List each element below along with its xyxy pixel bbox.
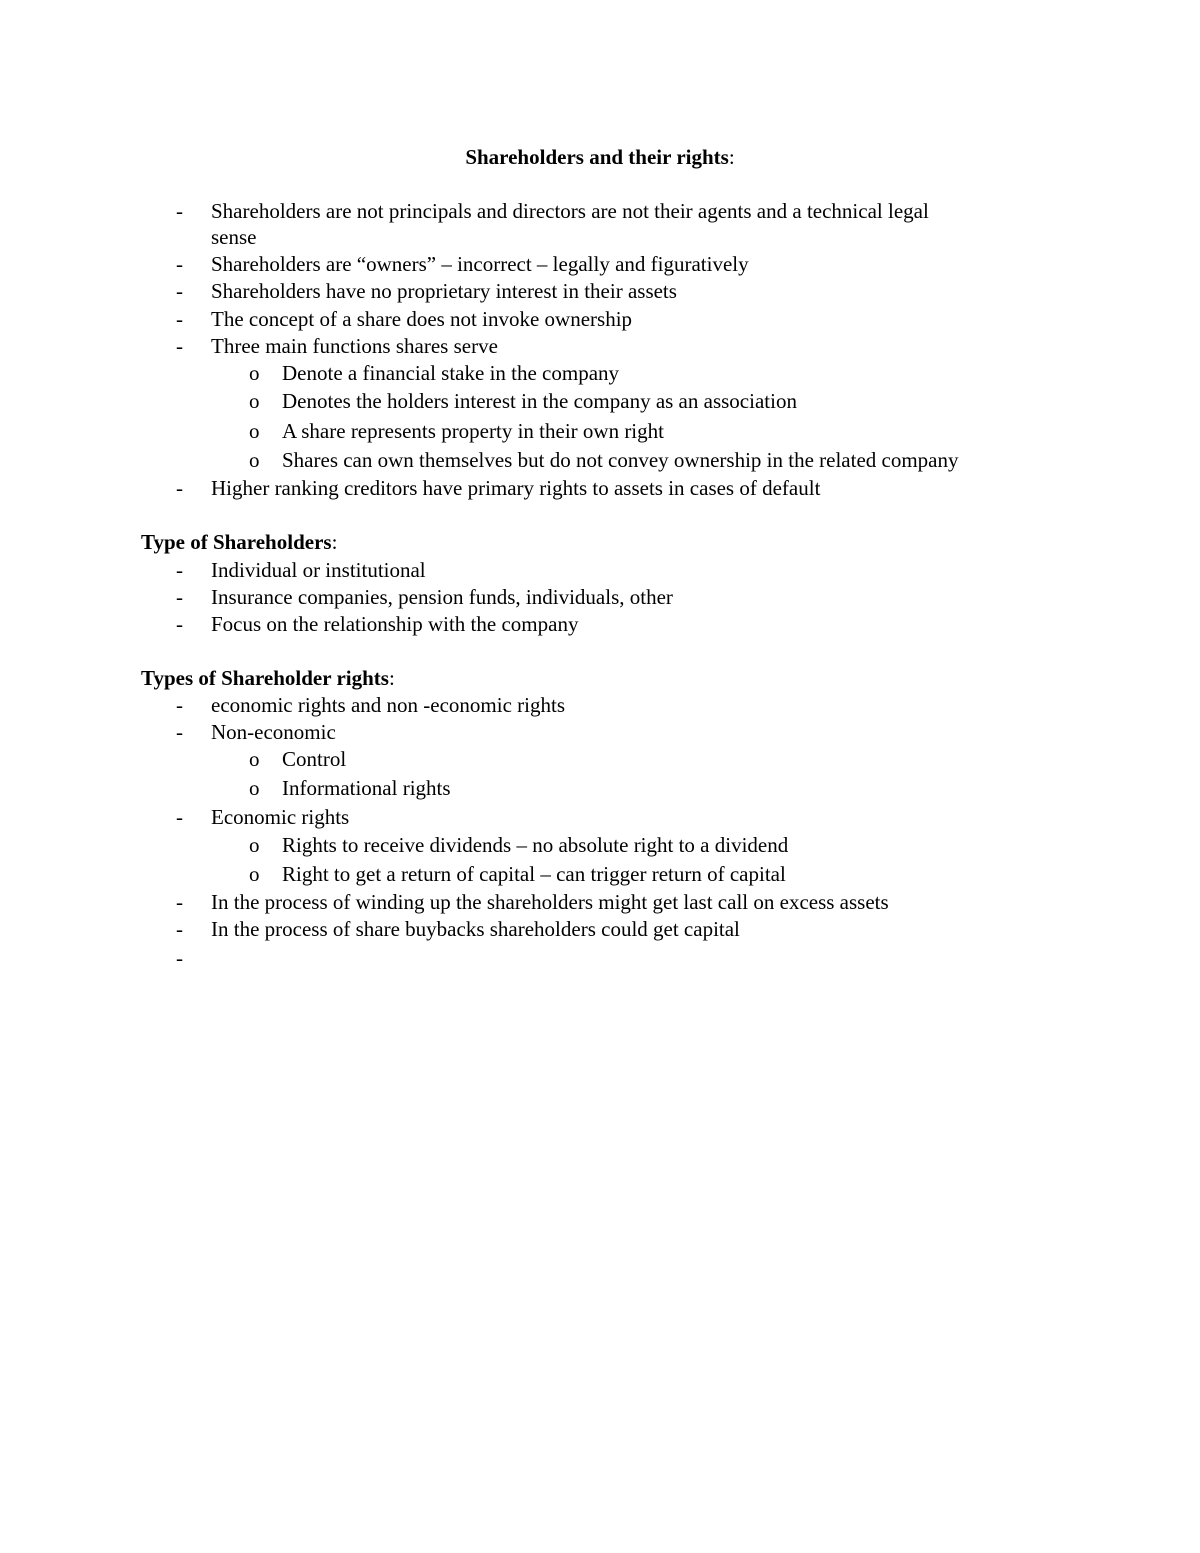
- list-item-text: Shareholders are not principals and directors are not their agents and a technical legal: [211, 199, 929, 223]
- dash-bullet: -: [176, 199, 183, 223]
- section-heading-shareholders-rights: [0, 142, 1200, 172]
- list-item-text: Focus on the relationship with the company: [211, 612, 579, 636]
- dash-bullet: -: [176, 720, 183, 744]
- dash-bullet: -: [176, 558, 183, 582]
- dash-bullet: -: [176, 476, 183, 500]
- dash-bullet: -: [176, 946, 183, 970]
- list-item-text: Higher ranking creditors have primary rights to assets in cases of default: [211, 476, 821, 500]
- dash-bullet: -: [176, 334, 183, 358]
- list-item-text: In the process of winding up the shareholders might get last call on excess assets: [211, 890, 889, 914]
- circle-bullet: o: [249, 419, 260, 443]
- list-item-text-continuation: sense: [211, 225, 257, 249]
- heading-suffix: :: [388, 666, 395, 690]
- list-item-text: In the process of share buybacks shareholders could get capital: [211, 917, 740, 941]
- list-item-text: economic rights and non -economic rights: [211, 693, 565, 717]
- circle-bullet: o: [249, 833, 260, 857]
- heading-suffix: :: [728, 145, 735, 169]
- circle-bullet: o: [249, 448, 260, 472]
- dash-bullet: -: [176, 252, 183, 276]
- list-item-text: Control: [282, 747, 347, 771]
- dash-bullet: -: [176, 279, 183, 303]
- list-item-text: Shares can own themselves but do not convey ownership in the related company: [282, 448, 959, 472]
- dash-bullet: -: [176, 612, 183, 636]
- section-heading-types-of-shareholder-rights: [141, 663, 395, 693]
- list-item-text: Non-economic: [211, 720, 336, 744]
- dash-bullet: -: [176, 917, 183, 941]
- list-item-text: Three main functions shares serve: [211, 334, 498, 358]
- circle-bullet: o: [249, 361, 260, 385]
- list-item-text: Individual or institutional: [211, 558, 426, 582]
- dash-bullet: -: [176, 585, 183, 609]
- list-item-text: Shareholders are “owners” – incorrect – legally and figuratively: [211, 252, 749, 276]
- circle-bullet: o: [249, 747, 260, 771]
- list-item-text: Denotes the holders interest in the company as an association: [282, 389, 797, 413]
- list-item-text: Economic rights: [211, 805, 350, 829]
- list-item-text: Shareholders have no proprietary interest in their assets: [211, 279, 677, 303]
- dash-bullet: -: [176, 890, 183, 914]
- heading-text: Shareholders and their rights: [465, 145, 729, 169]
- heading-text: Type of Shareholders: [141, 530, 332, 554]
- circle-bullet: o: [249, 776, 260, 800]
- dash-bullet: -: [176, 693, 183, 717]
- section-heading-type-of-shareholders: [141, 527, 337, 557]
- circle-bullet: o: [249, 389, 260, 413]
- circle-bullet: o: [249, 862, 260, 886]
- list-item-text: Denote a financial stake in the company: [282, 361, 620, 385]
- dash-bullet: -: [176, 307, 183, 331]
- list-item-text: Rights to receive dividends – no absolute right to a dividend: [282, 833, 789, 857]
- list-item-text: Informational rights: [282, 776, 451, 800]
- dash-bullet: -: [176, 805, 183, 829]
- heading-text: Types of Shareholder rights: [141, 666, 389, 690]
- list-item-text: A share represents property in their own right: [282, 419, 664, 443]
- list-item-text: Insurance companies, pension funds, individuals, other: [211, 585, 673, 609]
- list-item-text: The concept of a share does not invoke ownership: [211, 307, 633, 331]
- heading-suffix: :: [331, 530, 338, 554]
- list-item-text: Right to get a return of capital – can trigger return of capital: [282, 862, 786, 886]
